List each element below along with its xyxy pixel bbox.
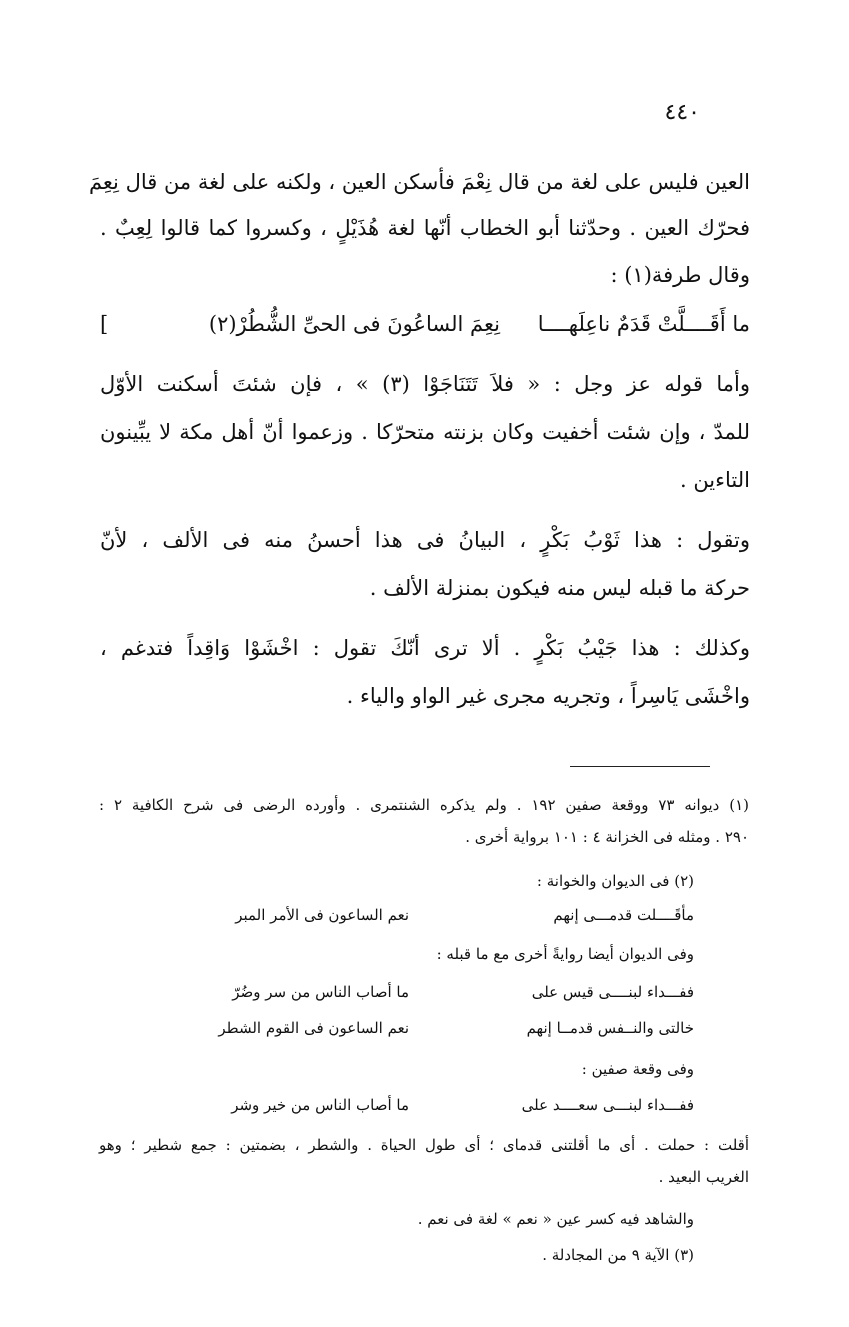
body-line-6: للمدّ ، وإن شئت أخفيت وكان بزنته متحرّكا . وزعموا أنّ أهل مكة لا يبِّينون (100, 420, 750, 444)
body-line-3: وقال طرفة(١) : (610, 263, 750, 287)
footnote-3: (٣) الآية ٩ من المجادلة . (542, 1246, 694, 1264)
page-number: ٤٤٠ (664, 100, 700, 125)
body-line-10: وكذلك : هذا جَيْبُ بَكْرٍ . ألا ترى أنّكَ تقول : اخْشَوْا وَاقِداً فتدغم ، (100, 636, 750, 660)
footnote-gloss-line-1: أقلت : حملت . أى ما أقلتنى قدماى ؛ أى طول الحياة . والشطر ، بضمتين : جمع شطير ؛ وهو (99, 1136, 749, 1154)
footnote-verse-4-second: ما أصاب الناس من خير وشر (231, 1096, 409, 1114)
footnote-1-line-1: (١) ديوانه ٧٣ ووقعة صفين ١٩٢ . ولم يذكره الشنتمرى . وأورده الرضى فى شرح الكافية ٢ : (99, 796, 749, 814)
footnote-1-line-2: ٢٩٠ . ومثله فى الخزانة ٤ : ١٠١ برواية أخرى . (465, 828, 749, 846)
body-line-2: فحرّك العين . وحدّثنا أبو الخطاب أنّها لغة هُذَيْلٍ ، وكسروا كما قالوا لِعِبٌ . (100, 216, 750, 240)
verse-first-hemistich: ما أَقَــــلَّتْ قَدَمٌ ناعِلَهــــا (537, 312, 750, 336)
footnote-verse-3-first: خالتى والنــفس قدمــا إنهم (526, 1019, 694, 1037)
footnote-2-line-3: وفى وقعة صفين : (581, 1060, 694, 1078)
footnote-2-line-2: وفى الديوان أيضا روايةً أخرى مع ما قبله : (436, 945, 694, 963)
body-line-5: وأما قوله عز وجل : « فلاَ تَتَنَاجَوْا (٣) » ، فإن شئتَ أسكنت الأوّل (100, 372, 751, 396)
body-line-11: واخْشَى يَاسِراً ، وتجريه مجرى غير الواو والياء . (346, 684, 750, 708)
footnote-2-line-1: (٢) فى الديوان والخوانة : (536, 872, 694, 890)
footnote-verse-4-first: ففـــداء لبنـــى سعــــد على (521, 1096, 694, 1114)
footnote-verse-1-second: نعم الساعون فى الأمر المبر (235, 906, 409, 924)
body-line-9: حركة ما قبله ليس منه فيكون بمنزلة الألف . (369, 576, 750, 600)
footnote-verse-1-first: مأقَــــلت قدمـــى إنهم (553, 906, 694, 924)
footnote-shahid: والشاهد فيه كسر عين « نعم » لغة فى نعم . (417, 1210, 694, 1228)
verse-bracket: ] (100, 312, 109, 336)
verse-second-hemistich: نِعِمَ الساعُونَ فى الحىِّ الشُّطُرْ(٢) (208, 312, 500, 336)
footnote-verse-2-second: ما أصاب الناس من سر وضُرّ (232, 983, 409, 1001)
footnote-gloss-line-2: الغريب البعيد . (658, 1168, 749, 1186)
footnote-verse-3-second: نعم الساعون فى القوم الشطر (218, 1019, 409, 1037)
body-line-1: العين فليس على لغة من قال نِعْمَ فأسكن العين ، ولكنه على لغة من قال نِعِمَ (88, 170, 750, 194)
body-line-8: وتقول : هذا ثَوْبُ بَكْرٍ ، البيانُ فى هذا أحسنُ منه فى الألف ، لأنّ (100, 528, 750, 552)
verse-line (100, 312, 750, 352)
footnote-verse-2-first: ففـــداء لبنــــى قيس على (531, 983, 694, 1001)
body-line-7: التاءين . (679, 468, 750, 492)
footnote-separator (570, 766, 710, 767)
